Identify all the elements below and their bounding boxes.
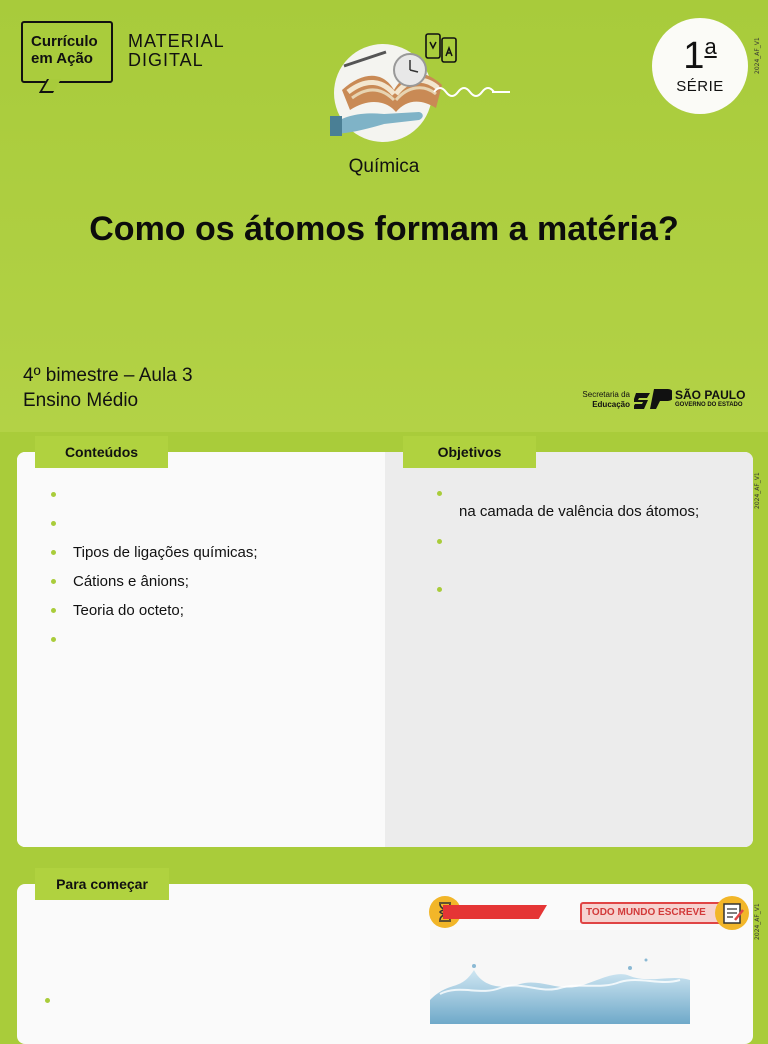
objetivos-list — [437, 485, 699, 629]
list-item — [45, 986, 67, 1015]
list-item — [51, 480, 258, 509]
sao-paulo-gov-logo — [572, 386, 750, 412]
para-comecar-tab: Para começar — [35, 868, 169, 900]
list-item — [437, 485, 699, 533]
list-item — [51, 538, 258, 567]
serie-suffix: a — [704, 34, 717, 59]
bullet-dot — [51, 579, 56, 584]
conteudo-text: Tipos de ligações químicas; — [73, 544, 258, 561]
objetivo-text: na camada de valência dos átomos; — [459, 503, 700, 520]
side-code: 2024_AF_V1 — [754, 472, 761, 509]
conteudo-text: Cátions e ânions; — [73, 573, 189, 590]
bullet-dot — [437, 587, 442, 592]
para-comecar-list — [45, 986, 67, 1015]
sp-emblem-icon — [634, 387, 672, 411]
list-item — [51, 567, 258, 596]
digital-line: DIGITAL — [128, 50, 204, 70]
serie-badge — [652, 18, 748, 114]
list-item — [437, 533, 699, 581]
timer-band — [443, 905, 547, 919]
conteudos-tab: Conteúdos — [35, 436, 168, 468]
conteudos-pane — [17, 452, 385, 847]
bullet-dot — [51, 608, 56, 613]
serie-number — [652, 26, 748, 77]
phone-ar-icon — [424, 32, 460, 66]
state-sub-label: GOVERNO DO ESTADO — [675, 402, 743, 408]
writing-notepad-icon — [715, 896, 749, 930]
state-label: SÃO PAULO — [675, 388, 746, 402]
material-line: MATERIAL — [128, 31, 225, 51]
notepad-glyph — [715, 896, 749, 930]
logo-line-2: em Ação — [31, 50, 93, 67]
secretaria-text — [572, 390, 630, 410]
page-title: Como os átomos formam a matéria? — [89, 210, 679, 248]
bullet-dot — [437, 491, 442, 496]
serie-digit: 1 — [683, 35, 705, 77]
bullet-dot — [45, 998, 50, 1003]
bullet-dot — [51, 637, 56, 642]
bullet-dot — [51, 521, 56, 526]
content-card — [17, 452, 753, 847]
bullet-dot — [437, 539, 442, 544]
list-item — [51, 625, 258, 654]
secretaria-line-2: Educação — [592, 400, 630, 409]
conteudo-text: Teoria do octeto; — [73, 602, 184, 619]
speech-tail — [39, 79, 61, 93]
list-item — [437, 581, 699, 629]
logo-line-1: Currículo — [31, 33, 98, 50]
side-code: 2024_AF_V1 — [754, 37, 761, 74]
level-label: Ensino Médio — [23, 390, 139, 411]
bimestre-label: 4º bimestre – Aula 3 — [23, 365, 193, 386]
objetivos-tab: Objetivos — [403, 436, 536, 468]
lesson-info — [23, 363, 193, 413]
side-code: 2024_AF_V1 — [754, 903, 761, 940]
secretaria-line-1: Secretaria da — [582, 390, 630, 399]
bullet-dot — [51, 550, 56, 555]
book-in-hand-illustration — [324, 30, 514, 140]
bullet-dot — [51, 492, 56, 497]
cover-slide — [0, 0, 768, 432]
subject-label: Química — [348, 156, 420, 177]
list-item — [51, 596, 258, 625]
material-digital-logo — [128, 32, 225, 70]
conteudos-list — [51, 480, 258, 654]
serie-label: SÉRIE — [676, 78, 724, 95]
state-name — [675, 389, 745, 409]
objetivos-pane — [385, 452, 753, 847]
todo-mundo-escreve-badge: TODO MUNDO ESCREVE — [580, 902, 736, 924]
contents-objectives-slide — [0, 433, 768, 865]
list-item — [51, 509, 258, 538]
water-splash-image — [430, 930, 690, 1024]
curriculo-em-acao-logo — [21, 21, 113, 83]
